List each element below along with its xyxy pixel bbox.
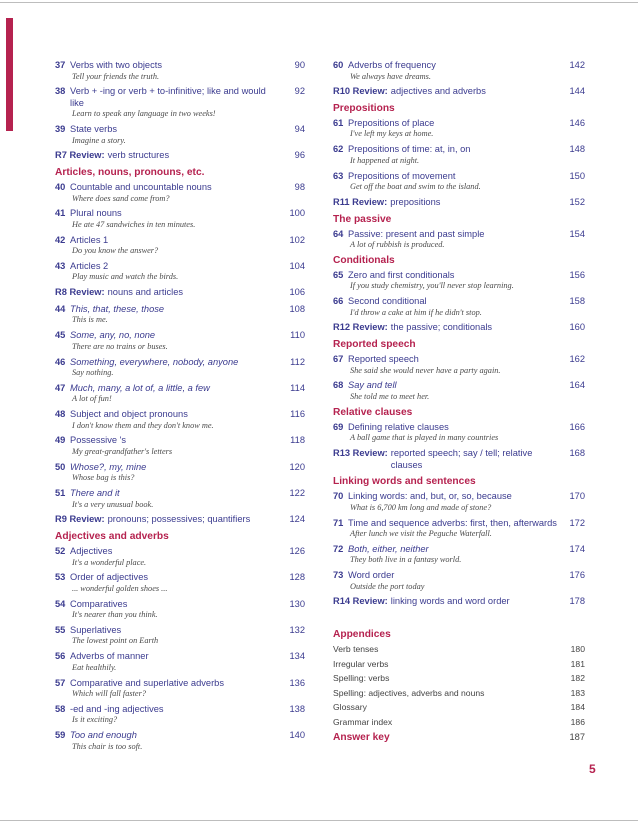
review-label: R9 Review: [55, 514, 105, 525]
page-ref: 112 [290, 356, 305, 367]
appendix-entry[interactable] [333, 717, 585, 728]
unit-example: It happened at night. [350, 155, 420, 165]
review-title: nouns and articles [107, 287, 184, 298]
unit-title: Superlatives [70, 624, 122, 635]
unit-example: If you study chemistry, you'll never stop learning. [350, 281, 514, 291]
page-ref: 154 [569, 228, 585, 239]
page-ref: 100 [289, 208, 305, 219]
unit-row [333, 144, 585, 156]
review-entry[interactable] [55, 514, 305, 526]
unit-row [55, 572, 305, 584]
unit-row [333, 518, 585, 530]
appendix-entry[interactable] [333, 673, 585, 684]
unit-title: Prepositions of place [348, 117, 435, 128]
unit-entry[interactable] [55, 261, 305, 283]
review-title: the passive; conditionals [390, 322, 493, 333]
unit-example: A lot of fun! [72, 394, 112, 404]
page-ref: 132 [289, 624, 305, 635]
page-ref: 160 [569, 322, 585, 333]
unit-row [55, 383, 305, 395]
review-title: adjectives and adverbs [390, 86, 486, 97]
appendix-entry[interactable] [333, 644, 585, 655]
unit-example: Eat healthily. [72, 662, 117, 672]
review-entry[interactable] [333, 448, 585, 471]
section-heading: Conditionals [333, 254, 395, 266]
unit-example: Tell your friends the truth. [72, 71, 160, 81]
page-ref: 106 [289, 287, 305, 298]
unit-number: 43 [55, 260, 66, 271]
appendix-title: Spelling: adjectives, adverbs and nouns [333, 687, 485, 698]
review-entry[interactable] [333, 86, 585, 98]
unit-row [333, 229, 585, 241]
unit-number: 73 [333, 570, 344, 581]
unit-title: Both, either, neither [348, 543, 429, 554]
unit-title: Prepositions of time: at, in, on [348, 144, 471, 155]
unit-example: Say nothing. [72, 368, 114, 378]
unit-entry[interactable] [333, 118, 585, 140]
page-ref: 144 [569, 86, 585, 97]
unit-example: Where does sand come from? [72, 193, 170, 203]
page-ref: 152 [569, 196, 585, 207]
unit-entry[interactable] [55, 488, 305, 510]
unit-number: 58 [55, 703, 66, 714]
unit-entry[interactable] [55, 60, 305, 82]
unit-row [55, 435, 305, 447]
unit-number: 72 [333, 543, 344, 554]
unit-entry[interactable] [55, 383, 305, 405]
page-ref: 176 [569, 570, 585, 581]
unit-row [55, 488, 305, 500]
unit-title: Second conditional [348, 296, 427, 307]
unit-title: Verb + -ing or verb + to-infinitive; like and would like [70, 86, 266, 108]
unit-example: Get off the boat and swim to the island. [350, 182, 481, 192]
unit-title: Possessive 's [70, 435, 127, 446]
review-entry[interactable] [55, 287, 305, 299]
unit-row [55, 651, 305, 663]
unit-title: Comparatives [70, 598, 128, 609]
page-ref: 134 [289, 651, 305, 662]
unit-title: Linking words: and, but, or, so, because [348, 491, 512, 502]
unit-title: Prepositions of movement [348, 170, 456, 181]
appendix-title: Verb tenses [333, 644, 379, 655]
page-ref: 181 [570, 658, 585, 669]
unit-entry[interactable] [55, 357, 305, 379]
review-entry[interactable] [333, 197, 585, 209]
unit-row [333, 60, 585, 72]
review-label: R7 Review: [55, 150, 105, 161]
page-ref: 183 [570, 687, 585, 698]
unit-entry[interactable] [55, 235, 305, 257]
page-ref: 96 [294, 150, 305, 161]
page-ref: 142 [569, 60, 585, 70]
unit-title: Adverbs of frequency [348, 60, 436, 70]
unit-example: I've left my keys at home. [350, 129, 434, 139]
page-ref: 182 [570, 673, 585, 684]
unit-number: 41 [55, 208, 66, 219]
unit-entry[interactable] [55, 124, 305, 146]
page-ref: 140 [289, 730, 305, 741]
unit-example: We always have dreams. [350, 71, 431, 81]
unit-row [333, 118, 585, 130]
unit-row [333, 570, 585, 582]
unit-number: 51 [55, 488, 66, 499]
unit-example: A ball game that is played in many countries [350, 433, 499, 443]
page-ref: 102 [289, 234, 305, 245]
unit-title: Passive: present and past simple [348, 228, 485, 239]
unit-example: Is it exciting? [72, 715, 118, 725]
unit-entry[interactable] [333, 491, 585, 513]
appendix-entry[interactable] [333, 659, 585, 670]
unit-entry[interactable] [55, 208, 305, 230]
unit-example: What is 6,700 km long and made of stone? [350, 502, 492, 512]
unit-title: Countable and uncountable nouns [70, 182, 212, 193]
unit-row [55, 704, 305, 716]
page-ref: 120 [289, 461, 305, 472]
unit-title: This, that, these, those [70, 303, 165, 314]
unit-title: Plural nouns [70, 208, 122, 219]
unit-entry[interactable] [55, 435, 305, 457]
unit-number: 50 [55, 461, 66, 472]
unit-title: Zero and first conditionals [348, 269, 455, 280]
review-label: R13 Review: [333, 448, 388, 459]
unit-row [333, 544, 585, 556]
page-ref: 108 [289, 303, 305, 314]
unit-example: After lunch we visit the Peguche Waterfall. [350, 529, 492, 539]
appendix-title: Spelling: verbs [333, 673, 390, 684]
page-ref: 164 [569, 380, 585, 391]
unit-example: He ate 47 sandwiches in ten minutes. [72, 219, 196, 229]
unit-title: Reported speech [348, 354, 419, 365]
unit-number: 68 [333, 380, 344, 391]
unit-row [55, 182, 305, 194]
review-title: verb structures [107, 150, 170, 161]
unit-entry[interactable] [333, 60, 585, 82]
page-ref: 94 [294, 124, 305, 135]
page-ref: 104 [289, 260, 305, 271]
unit-example: Imagine a story. [72, 135, 126, 145]
unit-number: 49 [55, 435, 66, 446]
page-ref: 162 [569, 354, 585, 365]
page-ref: 110 [290, 330, 305, 341]
page-ref: 156 [569, 269, 585, 280]
unit-entry[interactable] [55, 182, 305, 204]
review-title: linking words and word order [390, 596, 510, 607]
page-ref: 128 [289, 572, 305, 583]
unit-entry[interactable] [55, 625, 305, 647]
appendices-list [333, 644, 585, 727]
unit-title: Adverbs of manner [70, 651, 149, 662]
section-heading: Articles, nouns, pronouns, etc. [55, 167, 205, 179]
unit-entry[interactable] [333, 171, 585, 193]
answer-key-page: 187 [569, 732, 585, 743]
unit-entry[interactable] [55, 86, 305, 120]
unit-title: Articles 2 [70, 260, 109, 271]
review-label: R14 Review: [333, 596, 388, 607]
review-title: reported speech; say / tell; relative clauses [390, 448, 533, 470]
page-ref: 124 [289, 514, 305, 525]
page-ref: 118 [290, 435, 305, 446]
unit-row [333, 491, 585, 503]
unit-number: 44 [55, 303, 66, 314]
page-ref: 186 [570, 716, 585, 727]
unit-row [333, 380, 585, 392]
section-heading: Prepositions [333, 102, 395, 114]
unit-entry[interactable] [333, 422, 585, 444]
unit-entry[interactable] [55, 730, 305, 752]
unit-number: 57 [55, 677, 66, 688]
page-ref: 158 [569, 296, 585, 307]
unit-number: 59 [55, 730, 66, 741]
unit-row [333, 354, 585, 366]
unit-number: 66 [333, 296, 344, 307]
review-title: prepositions [390, 196, 441, 207]
unit-title: Too and enough [70, 730, 137, 741]
page-ref: 138 [289, 703, 305, 714]
unit-number: 55 [55, 624, 66, 635]
unit-title: Order of adjectives [70, 572, 149, 583]
unit-number: 47 [55, 382, 66, 393]
unit-number: 56 [55, 651, 66, 662]
unit-title: Articles 1 [70, 234, 109, 245]
unit-number: 65 [333, 269, 344, 280]
page-ref: 170 [569, 491, 585, 502]
unit-row [333, 296, 585, 308]
unit-row [55, 60, 305, 72]
unit-number: 45 [55, 330, 66, 341]
page-ref: 126 [289, 546, 305, 557]
unit-row [55, 124, 305, 136]
unit-entry[interactable] [55, 304, 305, 326]
unit-example: Outside the port today [350, 581, 425, 591]
unit-title: Adjectives [70, 546, 113, 557]
unit-title: -ed and -ing adjectives [70, 703, 164, 714]
unit-example: Whose bag is this? [72, 473, 135, 483]
answer-key-entry[interactable] [333, 732, 585, 743]
unit-number: 52 [55, 546, 66, 557]
unit-example: This chair is too soft. [72, 741, 143, 751]
unit-example: Do you know the answer? [72, 246, 159, 256]
unit-example: This is me. [72, 315, 108, 325]
page-ref: 172 [569, 517, 585, 528]
unit-example: Which will fall faster? [72, 689, 146, 698]
unit-title: State verbs [70, 124, 118, 135]
unit-row [55, 304, 305, 316]
unit-entry[interactable] [333, 570, 585, 592]
unit-number: 37 [55, 60, 66, 70]
review-label: R10 Review: [333, 86, 388, 97]
page-ref: 148 [569, 144, 585, 155]
review-title: pronouns; possessives; quantifiers [107, 514, 251, 525]
unit-example: She said she would never have a party again. [350, 365, 501, 375]
unit-number: 46 [55, 356, 66, 367]
page-ref: 122 [289, 488, 305, 499]
unit-example: A lot of rubbish is produced. [350, 240, 445, 250]
unit-entry[interactable] [333, 296, 585, 318]
contents-right-column [333, 60, 585, 743]
bottom-border [0, 820, 638, 821]
review-entry[interactable] [333, 596, 585, 608]
unit-number: 71 [333, 517, 344, 528]
page-ref: 166 [569, 421, 585, 432]
unit-number: 54 [55, 598, 66, 609]
unit-number: 67 [333, 354, 344, 365]
unit-row [55, 730, 305, 742]
unit-number: 38 [55, 86, 66, 97]
unit-entry[interactable] [55, 678, 305, 700]
unit-title: Subject and object pronouns [70, 409, 188, 420]
section-heading: Adjectives and adverbs [55, 531, 169, 543]
unit-example: They both live in a fantasy world. [350, 555, 462, 565]
unit-entry[interactable] [55, 409, 305, 431]
unit-number: 42 [55, 234, 66, 245]
unit-entry[interactable] [55, 330, 305, 352]
unit-row [55, 462, 305, 474]
section-heading: The passive [333, 213, 392, 225]
unit-entry[interactable] [55, 462, 305, 484]
unit-title: There and it [70, 488, 120, 499]
unit-title: Some, any, no, none [70, 330, 156, 341]
unit-number: 61 [333, 117, 344, 128]
unit-number: 69 [333, 421, 344, 432]
unit-entry[interactable] [333, 544, 585, 566]
unit-example: It's nearer than you think. [72, 610, 158, 620]
chapter-tab-bar [6, 18, 13, 131]
section-heading: Reported speech [333, 339, 416, 351]
section-heading: Linking words and sentences [333, 476, 476, 488]
unit-row [55, 678, 305, 690]
unit-number: 60 [333, 60, 344, 70]
unit-title: Something, everywhere, nobody, anyone [70, 356, 239, 367]
review-label: R11 Review: [333, 196, 388, 207]
unit-row [55, 409, 305, 421]
review-label: R12 Review: [333, 322, 388, 333]
page-ref: 98 [294, 182, 305, 193]
page-number: 5 [589, 762, 596, 776]
page-ref: 184 [570, 702, 585, 713]
unit-row [55, 357, 305, 369]
unit-number: 48 [55, 409, 66, 420]
unit-entry[interactable] [333, 229, 585, 251]
page-ref: 178 [569, 596, 585, 607]
unit-example: There are no trains or buses. [72, 341, 168, 351]
answer-key-title: Answer key [333, 732, 390, 744]
unit-row [55, 599, 305, 611]
unit-example: Play music and watch the birds. [72, 272, 179, 282]
unit-row [55, 330, 305, 342]
unit-number: 39 [55, 124, 66, 135]
unit-entry[interactable] [55, 599, 305, 621]
unit-entry[interactable] [333, 144, 585, 166]
unit-title: Word order [348, 570, 395, 581]
unit-example: The lowest point on Earth [72, 636, 159, 646]
unit-row [333, 422, 585, 434]
page-ref: 130 [289, 598, 305, 609]
unit-entry[interactable] [333, 518, 585, 540]
unit-example: I'd throw a cake at him if he didn't stop. [350, 307, 482, 317]
unit-entry[interactable] [55, 704, 305, 726]
page-ref: 180 [570, 644, 585, 655]
unit-number: 53 [55, 572, 66, 583]
unit-number: 64 [333, 228, 344, 239]
contents-left-column [55, 60, 305, 756]
unit-entry[interactable] [333, 354, 585, 376]
page-ref: 92 [294, 86, 305, 97]
unit-example: ... wonderful golden shoes ... [72, 583, 168, 593]
appendix-title: Glossary [333, 702, 367, 713]
review-label: R8 Review: [55, 287, 105, 298]
appendix-entry[interactable] [333, 702, 585, 713]
unit-title: Say and tell [348, 380, 397, 391]
unit-title: Defining relative clauses [348, 421, 449, 432]
appendix-title: Grammar index [333, 716, 393, 727]
unit-entry[interactable] [333, 380, 585, 402]
appendix-entry[interactable] [333, 688, 585, 699]
unit-example: Learn to speak any language in two weeks! [72, 109, 216, 119]
unit-row [55, 235, 305, 247]
unit-row [333, 171, 585, 183]
unit-entry[interactable] [333, 270, 585, 292]
appendix-title: Irregular verbs [333, 658, 389, 669]
unit-row [55, 261, 305, 273]
page-ref: 146 [569, 117, 585, 128]
unit-title: Verbs with two objects [70, 60, 162, 70]
page-ref: 116 [290, 409, 305, 420]
unit-entry[interactable] [55, 572, 305, 594]
page-ref: 150 [569, 170, 585, 181]
unit-title: Whose?, my, mine [70, 461, 147, 472]
section-heading: Relative clauses [333, 406, 413, 418]
appendices-heading: Appendices [333, 629, 391, 641]
unit-title: Comparative and superlative adverbs [70, 677, 224, 688]
page-ref: 168 [569, 448, 585, 459]
unit-example: It's a wonderful place. [72, 557, 147, 567]
unit-number: 70 [333, 491, 344, 502]
unit-row [55, 208, 305, 220]
unit-title: Much, many, a lot of, a little, a few [70, 382, 210, 393]
unit-row [333, 270, 585, 282]
unit-number: 62 [333, 144, 344, 155]
page-ref: 114 [290, 382, 305, 393]
unit-example: My great-grandfather's letters [72, 446, 173, 456]
review-entry[interactable] [55, 150, 305, 162]
unit-example: I don't know them and they don't know me. [72, 420, 214, 430]
page-ref: 90 [294, 60, 305, 70]
unit-row [55, 86, 305, 109]
unit-title: Time and sequence adverbs: first, then, afterwards [348, 517, 557, 528]
unit-number: 63 [333, 170, 344, 181]
unit-row [55, 546, 305, 558]
unit-example: She told me to meet her. [350, 391, 430, 401]
unit-entry[interactable] [55, 651, 305, 673]
review-entry[interactable] [333, 322, 585, 334]
page-ref: 136 [289, 677, 305, 688]
unit-entry[interactable] [55, 546, 305, 568]
unit-number: 40 [55, 182, 66, 193]
unit-example: It's a very unusual book. [72, 499, 154, 509]
page-ref: 174 [569, 543, 585, 554]
top-border [0, 2, 638, 3]
unit-row [55, 625, 305, 637]
